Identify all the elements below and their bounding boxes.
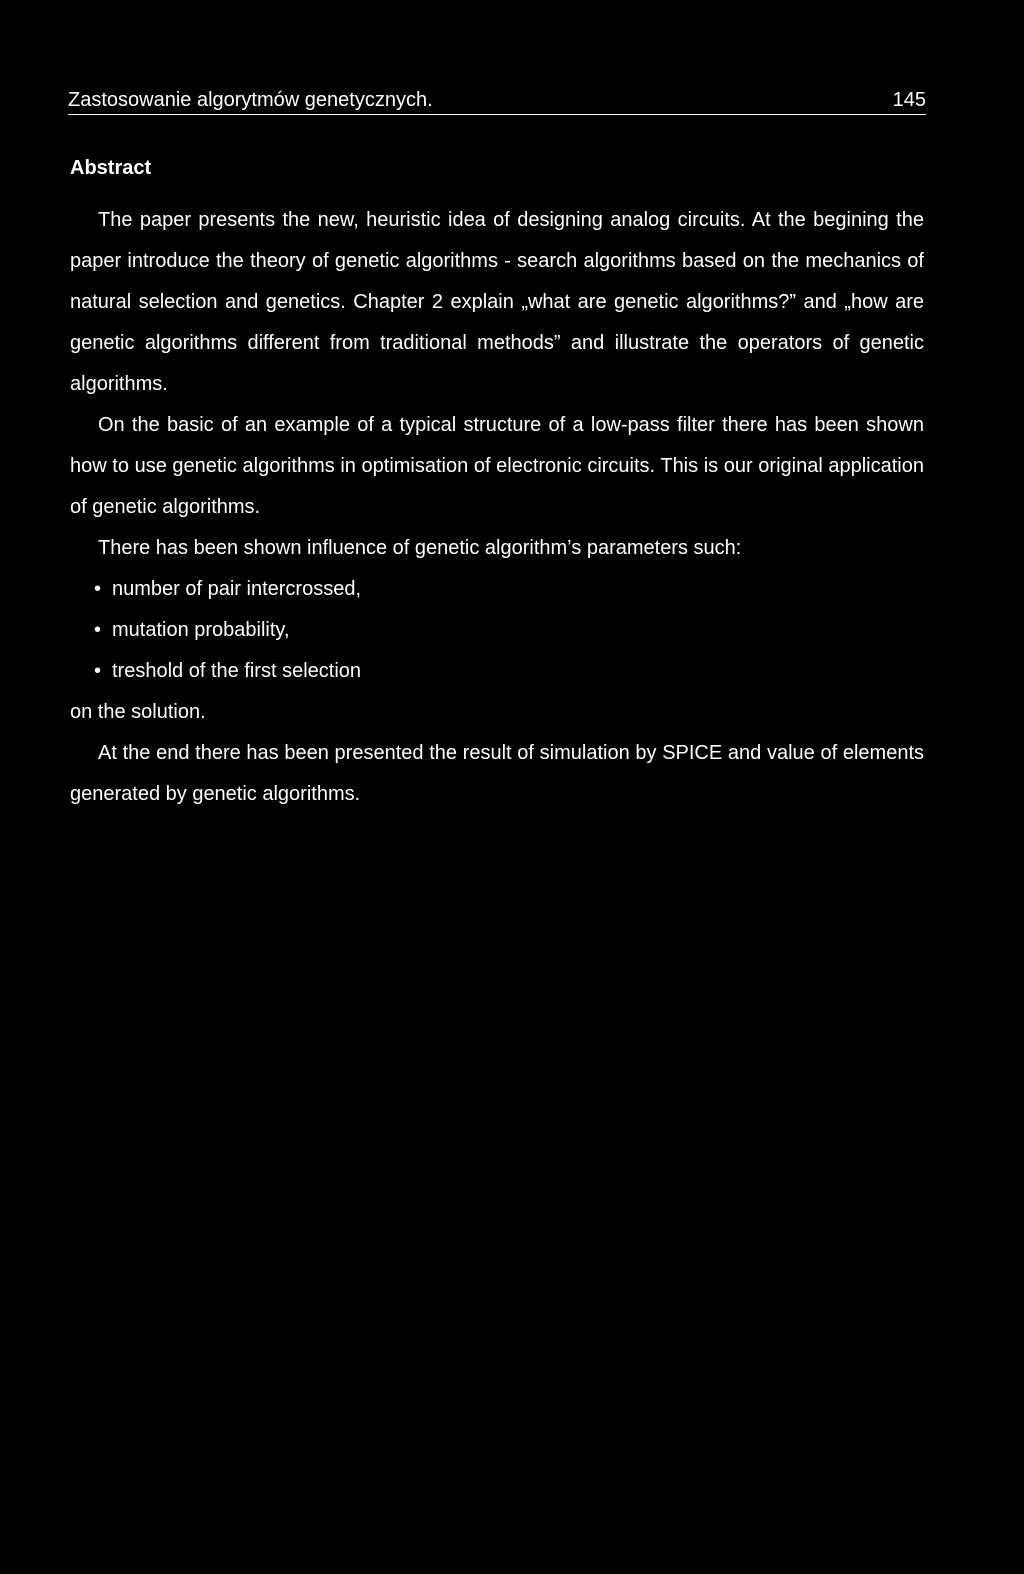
list-item-text: mutation probability, bbox=[112, 619, 290, 641]
abstract-paragraph-3: There has been shown influence of genetic algorithm’s parameters such: bbox=[98, 537, 742, 559]
header-title: Zastosowanie algorytmów genetycznych. bbox=[68, 89, 433, 111]
abstract-heading: Abstract bbox=[70, 157, 152, 179]
closing-paragraph: At the end there has been presented the result of simulation by SPICE and value of elements generated by genetic algorithms. bbox=[70, 742, 924, 805]
bullet-icon: • bbox=[94, 660, 102, 682]
list-item bbox=[94, 651, 924, 692]
parameter-list bbox=[70, 569, 924, 692]
list-item bbox=[94, 610, 924, 651]
bullet-icon: • bbox=[94, 578, 102, 600]
list-item bbox=[94, 569, 924, 610]
list-item-text: treshold of the first selection bbox=[112, 660, 362, 682]
list-tail: on the solution. bbox=[70, 701, 206, 723]
list-item-text: number of pair intercrossed, bbox=[112, 578, 362, 600]
abstract-paragraph-1: The paper presents the new, heuristic idea of designing analog circuits. At the begining the paper introduce the theory of genetic algorithms - search algorithms based on the mechanics of natural selection and genetics. Chapter 2 explain „what are genetic algorithms?” and „how are genetic algorithms different from traditional methods” and illustrate the operators of genetic algorithms. bbox=[70, 209, 924, 395]
running-header bbox=[68, 86, 926, 115]
bullet-icon: • bbox=[94, 619, 102, 641]
abstract-body bbox=[70, 200, 924, 815]
page-number: 145 bbox=[892, 89, 926, 111]
abstract-paragraph-2: On the basic of an example of a typical structure of a low-pass filter there has been shown how to use genetic algorithms in optimisation of electronic circuits. This is our original application of genetic algorithms. bbox=[70, 414, 924, 518]
